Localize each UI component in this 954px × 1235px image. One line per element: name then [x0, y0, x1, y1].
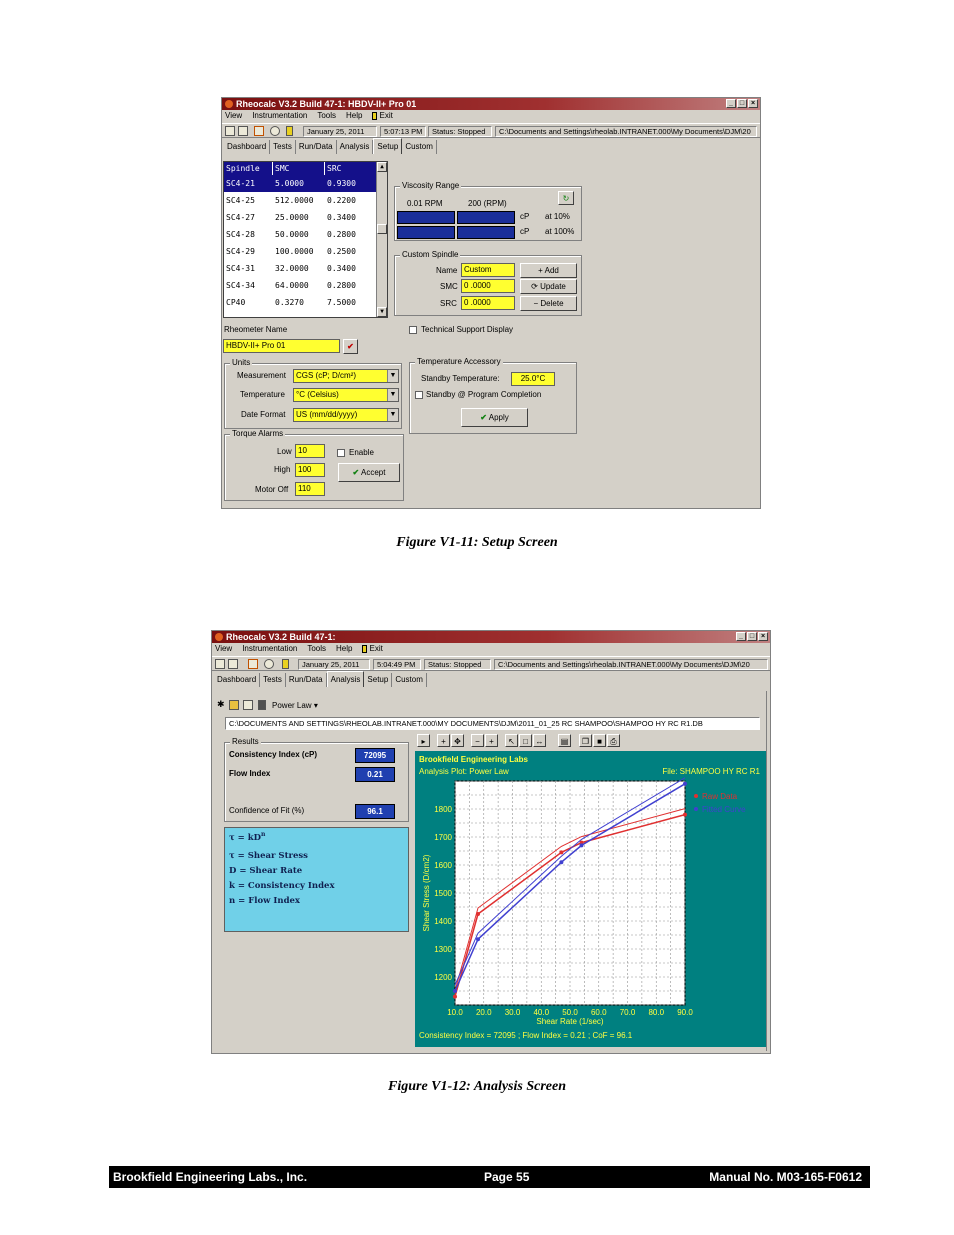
formula-line: n = Flow Index — [229, 896, 301, 906]
setup-toolbar — [222, 123, 760, 138]
window-scrollbar[interactable] — [766, 691, 770, 1051]
analysis-chart — [415, 751, 766, 1047]
scroll-up-icon[interactable]: ▲ — [377, 162, 387, 172]
flow-index-value: 0.21 — [355, 767, 395, 782]
tab-setup[interactable]: Setup — [364, 673, 392, 687]
cell-smc: 50.0000 — [275, 230, 309, 239]
update-button[interactable] — [520, 279, 577, 294]
temperature-label: Temperature — [240, 390, 285, 399]
date-format-value: US (mm/dd/yyyy) — [296, 410, 358, 419]
date-format-label: Date Format — [241, 410, 286, 419]
cell-smc: 512.0000 — [275, 196, 314, 205]
check-icon: ✔ — [352, 468, 360, 477]
table-row[interactable] — [224, 192, 387, 209]
play-icon[interactable]: ▸ — [417, 734, 430, 747]
data-point-fitted — [559, 860, 563, 864]
cell-src: 7.5000 — [327, 298, 356, 307]
table-row[interactable] — [224, 260, 387, 277]
setup-titlebar — [222, 98, 760, 110]
cell-smc: 25.0000 — [275, 213, 309, 222]
flow-index-label: Flow Index — [229, 769, 271, 778]
tab-tests[interactable]: Tests — [260, 673, 286, 687]
path-field: C:\Documents and Settings\rheolab.INTRANET.000\My Documents\DJM\20 — [494, 659, 768, 670]
cell-src: 0.2500 — [327, 247, 356, 256]
data-point-fitted — [683, 782, 687, 786]
cell-spindle: SC4-28 — [226, 230, 255, 239]
grid-header-src[interactable]: SRC — [325, 162, 377, 175]
cell-spindle: SC4-34 — [226, 281, 255, 290]
maximize-icon[interactable]: □ — [747, 632, 757, 641]
tab-dashboard[interactable]: Dashboard — [224, 140, 270, 154]
monitor-icon[interactable] — [238, 126, 248, 136]
menu-exit[interactable] — [372, 110, 392, 121]
tab-analysis[interactable]: Analysis — [337, 140, 374, 154]
table-row[interactable] — [224, 243, 387, 260]
add-icon: + — [538, 266, 543, 275]
menu-view[interactable]: View — [215, 644, 233, 653]
app-icon — [215, 633, 223, 641]
table-row[interactable] — [224, 226, 387, 243]
plot-toolbar — [415, 732, 765, 750]
tab-setup[interactable]: Setup — [373, 138, 402, 154]
footer-page: Page 55 — [484, 1170, 530, 1184]
help-icon[interactable] — [264, 659, 274, 669]
table-row[interactable] — [224, 175, 387, 192]
help-icon[interactable] — [270, 126, 280, 136]
formula-panel — [224, 827, 409, 932]
app-icon — [225, 100, 233, 108]
analysis-window — [211, 630, 771, 1054]
table-row[interactable] — [224, 277, 387, 294]
model-value: Power Law — [272, 701, 312, 710]
standby-temp-input[interactable]: 25.0°C — [511, 372, 555, 386]
select-box-icon[interactable]: □ — [519, 734, 532, 747]
x-tick-label: 10.0 — [447, 1008, 463, 1017]
plot-footer: Consistency Index = 72095 ; Flow Index = 0.21 ; CoF = 96.1 — [419, 1031, 633, 1040]
formula-equation — [229, 831, 404, 851]
add-button[interactable] — [520, 263, 577, 278]
date-field: January 25, 2011 — [303, 126, 377, 137]
motor-off-label: Motor Off — [255, 485, 289, 494]
tech-support-label: Technical Support Display — [421, 325, 514, 334]
exit-door-icon[interactable] — [286, 126, 293, 136]
zoom-out-icon[interactable]: − — [471, 734, 484, 747]
maximize-icon[interactable]: □ — [737, 99, 747, 108]
viscosity-box-4 — [457, 226, 515, 239]
temperature-select[interactable] — [293, 388, 399, 402]
cell-smc: 64.0000 — [275, 281, 309, 290]
y-tick-label: 1800 — [434, 805, 452, 814]
grid-header-spindle[interactable]: Spindle — [224, 162, 273, 175]
data-point-fitted — [476, 937, 480, 941]
units-group — [224, 358, 402, 429]
setup-window — [221, 97, 761, 509]
menu-tools[interactable]: Tools — [307, 644, 327, 653]
tab-analysis[interactable]: Analysis — [327, 671, 365, 687]
tab-custom[interactable]: Custom — [402, 140, 437, 154]
x-tick-label: 80.0 — [648, 1008, 665, 1017]
analysis-tabs — [214, 673, 427, 687]
chevron-down-icon[interactable]: ▼ — [387, 409, 398, 421]
update-button-label: Update — [540, 282, 566, 291]
cell-spindle: SC4-31 — [226, 264, 255, 273]
y-tick-label: 1700 — [434, 833, 452, 842]
menu-exit-label: Exit — [379, 111, 393, 120]
x-tick-label: 20.0 — [475, 1008, 492, 1017]
cell-spindle: SC4-27 — [226, 213, 255, 222]
delete-button-label: Delete — [540, 299, 564, 308]
viscosity-range-group — [394, 181, 582, 241]
torque-high-label: High — [274, 465, 291, 474]
fit-width-icon[interactable]: ↔ — [533, 734, 546, 747]
rheometer-name-label: Rheometer Name — [224, 325, 288, 334]
date-format-select[interactable] — [293, 408, 399, 422]
y-tick-label: 1400 — [434, 917, 452, 926]
properties-icon[interactable]: ▤ — [558, 734, 571, 747]
temperature-accessory-group — [409, 357, 577, 434]
apply-button[interactable] — [461, 408, 528, 427]
viscosity-pct-2: at 100% — [545, 227, 575, 236]
spindle-name-input[interactable]: Custom — [461, 263, 515, 277]
cell-spindle: SC4-29 — [226, 247, 255, 256]
menu-help[interactable]: Help — [336, 644, 353, 653]
y-tick-label: 1200 — [434, 973, 452, 982]
cell-src: 0.2800 — [327, 281, 356, 290]
delete-button[interactable] — [520, 296, 577, 311]
data-point-fitted — [453, 989, 457, 993]
grid-scrollbar[interactable] — [376, 162, 387, 317]
x-tick-label: 90.0 — [677, 1008, 693, 1017]
file-path-field: C:\DOCUMENTS AND SETTINGS\RHEOLAB.INTRANET.000\MY DOCUMENTS\DJM\2011_01_25 RC SHAMPOO\SHAMPOO HY RC R1.DB — [225, 717, 760, 730]
setup-menubar — [222, 110, 760, 121]
save-icon[interactable]: ■ — [593, 734, 606, 747]
viscosity-unit-1: cP — [520, 212, 530, 221]
torque-alarms-label: Torque Alarms — [232, 429, 284, 438]
accept-button[interactable] — [338, 463, 400, 482]
grid-header — [224, 162, 387, 175]
formula-line: D = Shear Rate — [229, 866, 303, 876]
model-select[interactable] — [272, 701, 318, 710]
standby-temp-label: Standby Temperature: — [421, 374, 500, 383]
path-field: C:\Documents and Settings\rheolab.INTRANET.000\My Documents\DJM\20 — [495, 126, 757, 137]
formula-eq-text: τ = kD — [229, 832, 262, 843]
analysis-titlebar — [212, 631, 770, 643]
menu-view[interactable]: View — [225, 111, 243, 120]
crosshair-icon[interactable]: + — [437, 734, 450, 747]
analysis-toolbar — [212, 656, 770, 671]
cell-src: 0.3400 — [327, 264, 356, 273]
x-axis-label: Shear Rate (1/sec) — [536, 1017, 604, 1026]
temperature-accessory-label: Temperature Accessory — [417, 357, 501, 366]
formula-line: τ = Shear Stress — [229, 851, 308, 861]
cell-spindle: SC4-21 — [226, 179, 255, 188]
legend-label: Raw Data — [702, 792, 738, 801]
print-icon[interactable] — [215, 659, 225, 669]
add-button-label: Add — [544, 266, 559, 275]
y-tick-label: 1500 — [434, 889, 452, 898]
new-icon[interactable]: ✱ — [217, 699, 225, 709]
setup-tabs — [224, 140, 437, 154]
table-row[interactable] — [224, 209, 387, 226]
units-label: Units — [232, 358, 251, 367]
torque-high-input[interactable]: 100 — [295, 463, 325, 477]
grid-header-smc[interactable]: SMC — [273, 162, 325, 175]
viscosity-pct-1: at 10% — [545, 212, 570, 221]
tech-support-checkbox[interactable] — [409, 326, 417, 334]
x-tick-label: 50.0 — [562, 1008, 578, 1017]
exit-icon — [372, 112, 377, 120]
custom-spindle-label: Custom Spindle — [402, 250, 459, 259]
close-icon[interactable]: × — [758, 632, 768, 641]
zoom-in-icon[interactable]: + — [485, 734, 498, 747]
smc-input[interactable]: 0 .0000 — [461, 279, 515, 293]
close-icon[interactable]: × — [748, 99, 758, 108]
move-icon[interactable]: ✥ — [451, 734, 464, 747]
legend-marker — [694, 794, 698, 798]
minimize-icon[interactable]: _ — [726, 99, 736, 108]
menu-instrumentation[interactable]: Instrumentation — [242, 644, 298, 653]
cell-smc: 5.0000 — [275, 179, 304, 188]
spindle-name-label: Name — [436, 266, 458, 275]
menu-exit[interactable] — [362, 643, 382, 654]
rpm-high-label: 200 (RPM) — [468, 199, 507, 208]
refresh-button[interactable]: ↻ — [558, 191, 574, 205]
x-tick-label: 30.0 — [504, 1008, 521, 1017]
figure-caption-setup: Figure V1-11: Setup Screen — [396, 535, 558, 550]
standby-completion-label: Standby @ Program Completion — [426, 390, 542, 399]
print-icon[interactable] — [225, 126, 235, 136]
data-point-raw — [559, 850, 563, 854]
figure-caption-analysis: Figure V1-12: Analysis Screen — [388, 1079, 566, 1094]
enable-checkbox[interactable] — [337, 449, 345, 457]
y-tick-label: 1300 — [434, 945, 452, 954]
scroll-down-icon[interactable]: ▼ — [377, 307, 387, 317]
date-field: January 25, 2011 — [298, 659, 370, 670]
cell-spindle: CP40 — [226, 298, 246, 307]
measurement-select[interactable] — [293, 369, 399, 383]
monitor-icon[interactable] — [228, 659, 238, 669]
viscosity-range-label: Viscosity Range — [402, 181, 460, 190]
update-icon: ⟳ — [531, 282, 538, 291]
rheometer-name-input[interactable]: HBDV-II+ Pro 01 — [223, 339, 340, 353]
tab-run-data[interactable]: Run/Data — [286, 673, 327, 687]
cell-spindle: SC4-25 — [226, 196, 255, 205]
time-field: 5:07:13 PM — [380, 126, 426, 137]
cell-src: 0.2800 — [327, 230, 356, 239]
x-tick-label: 60.0 — [590, 1008, 607, 1017]
plot-inner — [422, 778, 746, 1026]
formula-line: k = Consistency Index — [229, 881, 335, 891]
check-icon: ✔ — [480, 413, 487, 422]
analysis-title: Rheocalc V3.2 Build 47-1: — [226, 632, 336, 642]
formula-exponent: n — [261, 831, 266, 838]
chevron-down-icon: ▾ — [313, 701, 318, 710]
accept-button-label: Accept — [361, 468, 386, 477]
warning-icon[interactable] — [254, 126, 264, 136]
tab-tests[interactable]: Tests — [270, 140, 296, 154]
data-point-fitted — [580, 843, 584, 847]
open-folder-icon[interactable] — [229, 700, 239, 710]
menu-help[interactable]: Help — [346, 111, 363, 120]
copy-icon[interactable]: ❐ — [579, 734, 592, 747]
status-field: Status: Stopped — [424, 659, 491, 670]
delete-icon: − — [533, 299, 539, 308]
viscosity-box-1 — [397, 211, 455, 224]
y-tick-label: 1600 — [434, 861, 452, 870]
menu-instrumentation[interactable]: Instrumentation — [252, 111, 308, 120]
confidence-fit-value: 96.1 — [355, 804, 395, 819]
enable-label: Enable — [349, 448, 374, 457]
src-input[interactable]: 0 .0000 — [461, 296, 515, 310]
x-tick-label: 70.0 — [619, 1008, 636, 1017]
cell-src: 0.2200 — [327, 196, 356, 205]
results-group — [224, 737, 409, 822]
exit-icon — [362, 645, 367, 653]
plot-company: Brookfield Engineering Labs — [419, 755, 528, 764]
time-field: 5:04:49 PM — [373, 659, 421, 670]
y-axis-label: Shear Stress (D/cm2) — [422, 854, 431, 932]
smc-label: SMC — [440, 282, 458, 291]
tab-run-data[interactable]: Run/Data — [296, 140, 337, 154]
viscosity-unit-2: cP — [520, 227, 530, 236]
data-point-raw — [683, 813, 687, 817]
consistency-index-label: Consistency Index (cP) — [229, 750, 318, 759]
minimize-icon[interactable]: _ — [736, 632, 746, 641]
cell-src: 0.3400 — [327, 213, 356, 222]
plot-panel — [415, 751, 766, 1047]
menu-exit-label: Exit — [369, 644, 383, 653]
legend-label: Fitted Curve — [702, 805, 746, 814]
spindle-grid — [223, 161, 388, 318]
pointer-icon[interactable]: ↖ — [505, 734, 518, 747]
cell-smc: 100.0000 — [275, 247, 314, 256]
results-label: Results — [232, 737, 259, 746]
exit-door-icon[interactable] — [282, 659, 289, 669]
viscosity-box-2 — [457, 211, 515, 224]
menu-tools[interactable]: Tools — [317, 111, 337, 120]
src-label: SRC — [440, 299, 457, 308]
consistency-index-value: 72095 — [355, 748, 395, 763]
custom-spindle-group — [394, 250, 582, 316]
status-field: Status: Stopped — [428, 126, 492, 137]
tab-custom[interactable]: Custom — [392, 673, 427, 687]
plot-file: File: SHAMPOO HY RC R1 — [662, 767, 760, 776]
scroll-thumb[interactable] — [377, 224, 387, 234]
cell-smc: 0.3270 — [275, 298, 304, 307]
torque-low-label: Low — [277, 447, 292, 456]
temperature-value: °C (Celsius) — [296, 390, 339, 399]
table-row[interactable] — [224, 294, 387, 311]
confidence-fit-label: Confidence of Fit (%) — [229, 806, 305, 815]
data-point-raw — [476, 912, 480, 916]
measurement-value: CGS (cP; D/cm²) — [296, 371, 356, 380]
standby-completion-checkbox[interactable] — [415, 391, 423, 399]
confirm-name-check-icon[interactable]: ✔ — [343, 339, 358, 354]
x-tick-label: 40.0 — [533, 1008, 550, 1017]
warning-icon[interactable] — [248, 659, 258, 669]
setup-title: Rheocalc V3.2 Build 47-1: HBDV-II+ Pro 01 — [236, 99, 417, 109]
cell-src: 0.9300 — [327, 179, 356, 188]
delete-icon[interactable] — [258, 700, 266, 710]
print-plot-icon[interactable]: ⎙ — [607, 734, 620, 747]
footer-company: Brookfield Engineering Labs., Inc. — [113, 1170, 308, 1184]
motor-off-input[interactable]: 110 — [295, 482, 325, 496]
torque-low-input[interactable]: 10 — [295, 444, 325, 458]
cell-smc: 32.0000 — [275, 264, 309, 273]
page-footer — [109, 1166, 870, 1188]
apply-button-label: Apply — [488, 413, 509, 422]
plot-subtitle: Analysis Plot: Power Law — [419, 767, 509, 776]
analysis-menubar — [212, 643, 770, 654]
legend-marker — [694, 807, 698, 811]
data-point-raw — [453, 995, 457, 999]
torque-alarms-group — [224, 429, 404, 501]
rpm-low-label: 0.01 RPM — [407, 199, 443, 208]
print-icon[interactable] — [243, 700, 253, 710]
measurement-label: Measurement — [237, 371, 286, 380]
chevron-down-icon[interactable]: ▼ — [387, 389, 398, 401]
footer-manual: Manual No. M03-165-F0612 — [709, 1170, 862, 1184]
viscosity-box-3 — [397, 226, 455, 239]
tab-dashboard[interactable]: Dashboard — [214, 673, 260, 687]
chevron-down-icon[interactable]: ▼ — [387, 370, 398, 382]
